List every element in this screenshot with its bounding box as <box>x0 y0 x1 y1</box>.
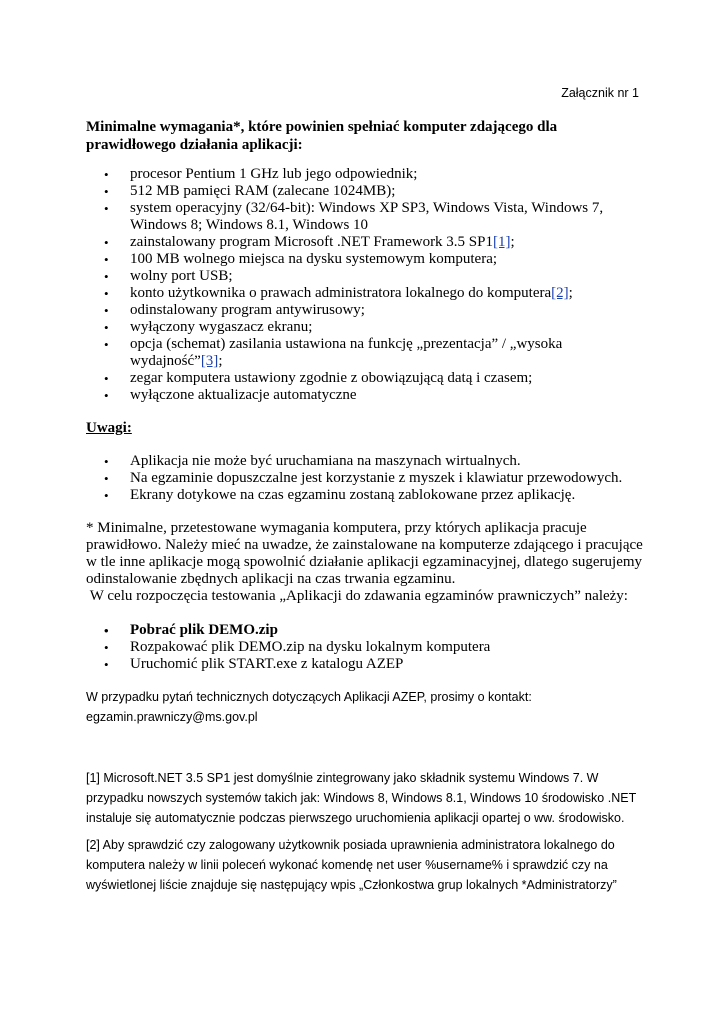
requirement-punctuation: ; <box>568 285 573 301</box>
instructions-intro: W celu rozpoczęcia testowania „Aplikacji do zdawania egzaminów prawniczych” należy: <box>86 588 628 604</box>
step-text: Rozpakować plik DEMO.zip na dysku lokalnym komputera <box>130 639 491 655</box>
requirement-item <box>86 370 646 387</box>
note-text: Aplikacja nie może być uruchamiana na maszynach wirtualnych. <box>130 453 521 469</box>
bullet-icon: • <box>104 388 109 403</box>
requirement-text: opcja (schemat) zasilania ustawiona na funkcję „prezentacja” / „wysoka wydajność” <box>130 336 563 369</box>
bullet-icon: • <box>104 303 109 318</box>
bullet-icon: • <box>104 235 109 250</box>
page-heading: Minimalne wymagania*, które powinien spełniać komputer zdającego dla prawidłowego działania aplikacji: <box>86 119 558 153</box>
footnote-link[interactable]: [3] <box>200 353 219 369</box>
attachment-label: Załącznik nr 1 <box>561 86 639 100</box>
requirement-item <box>86 319 646 336</box>
bullet-icon: • <box>104 488 109 503</box>
requirement-item <box>86 302 646 319</box>
step-item <box>86 656 646 673</box>
footnote-1: [1] Microsoft.NET 3.5 SP1 jest domyślnie zintegrowany jako składnik systemu Windows 7. W przypadku nowszych systemów takich jak: Windows 8, Windows 8.1, Windows 10 środowisko .NET instaluje się automatycznie podczas pierwszego uruchomienia aplikacji opartej o ww. środowisko. <box>86 771 636 825</box>
footnote-link[interactable]: [2] <box>551 285 569 301</box>
requirement-punctuation: ; <box>510 234 515 250</box>
contact-email[interactable]: egzamin.prawniczy@ms.gov.pl <box>86 710 258 724</box>
requirement-item <box>86 200 646 234</box>
bullet-icon: • <box>104 320 109 335</box>
bullet-icon: • <box>104 623 109 638</box>
requirements-footnote: * Minimalne, przetestowane wymagania komputera, przy których aplikacja pracuje prawidłowo. Należy mieć na uwadze, że zainstalowane na komputerze zdającego i pracujące w tle inne aplikacje mogą spowolnić działanie aplikacji egzaminacyjnej, dlatego sugerujemy odinstalowanie zbędnych aplikacji na czas trwania egzaminu. <box>86 520 643 587</box>
requirement-text: system operacyjny (32/64-bit): Windows XP SP3, Windows Vista, Windows 7, Windows 8; Windows 8.1, Windows 10 <box>130 200 604 233</box>
step-item <box>86 622 646 639</box>
requirement-text: wyłączony wygaszacz ekranu; <box>130 319 313 335</box>
requirement-text: wolny port USB; <box>130 268 233 284</box>
requirement-text: 100 MB wolnego miejsca na dysku systemowym komputera; <box>130 251 498 267</box>
requirement-item <box>86 387 646 404</box>
requirements-list <box>86 166 646 404</box>
step-text: Pobrać plik DEMO.zip <box>130 622 278 638</box>
bullet-icon: • <box>104 371 109 386</box>
contact-block <box>86 687 646 727</box>
note-item <box>86 470 646 487</box>
requirement-item <box>86 251 646 268</box>
requirement-item <box>86 285 646 302</box>
note-item <box>86 487 646 504</box>
bullet-icon: • <box>104 184 109 199</box>
bullet-icon: • <box>104 471 109 486</box>
note-text: Ekrany dotykowe na czas egzaminu zostaną zablokowane przez aplikację. <box>130 487 576 503</box>
step-text: Uruchomić plik START.exe z katalogu AZEP <box>130 656 404 672</box>
footnote-2: [2] Aby sprawdzić czy zalogowany użytkownik posiada uprawnienia administratora lokalnego do komputera należy w linii poleceń wykonać komendę net user %username% i sprawdzić czy na wyświetlonej liście znajduje się następujący wpis „Członkostwa grup lokalnych *Administratorzy” <box>86 838 617 892</box>
requirement-item <box>86 268 646 285</box>
bullet-icon: • <box>104 252 109 267</box>
note-item <box>86 453 646 470</box>
step-item <box>86 639 646 656</box>
notes-list <box>86 453 646 504</box>
steps-list <box>86 622 646 673</box>
requirement-punctuation: ; <box>218 353 223 369</box>
requirement-text: procesor Pentium 1 GHz lub jego odpowiednik; <box>130 166 418 182</box>
requirement-item <box>86 183 646 200</box>
bullet-icon: • <box>104 269 109 284</box>
requirement-text: zainstalowany program Microsoft .NET Framework 3.5 SP1 <box>130 234 493 250</box>
requirement-text: wyłączone aktualizacje automatyczne <box>130 387 357 403</box>
requirement-text: 512 MB pamięci RAM (zalecane 1024MB); <box>130 183 396 199</box>
footnote-link[interactable]: [1] <box>493 234 511 250</box>
requirement-item <box>86 336 646 370</box>
bullet-icon: • <box>104 640 109 655</box>
requirement-text: odinstalowany program antywirusowy; <box>130 302 365 318</box>
bullet-icon: • <box>104 286 109 301</box>
bullet-icon: • <box>104 454 109 469</box>
requirement-text: zegar komputera ustawiony zgodnie z obowiązującą datą i czasem; <box>130 370 533 386</box>
bullet-icon: • <box>104 657 109 672</box>
notes-title: Uwagi: <box>86 420 132 436</box>
requirement-text: konto użytkownika o prawach administratora lokalnego do komputera <box>130 285 552 301</box>
bullet-icon: • <box>104 167 109 182</box>
requirement-item <box>86 234 646 251</box>
contact-line: W przypadku pytań technicznych dotyczących Aplikacji AZEP, prosimy o kontakt: <box>86 690 532 704</box>
bullet-icon: • <box>104 201 109 216</box>
requirement-item <box>86 166 646 183</box>
bullet-icon: • <box>104 337 109 352</box>
note-text: Na egzaminie dopuszczalne jest korzystanie z myszek i klawiatur przewodowych. <box>130 470 623 486</box>
